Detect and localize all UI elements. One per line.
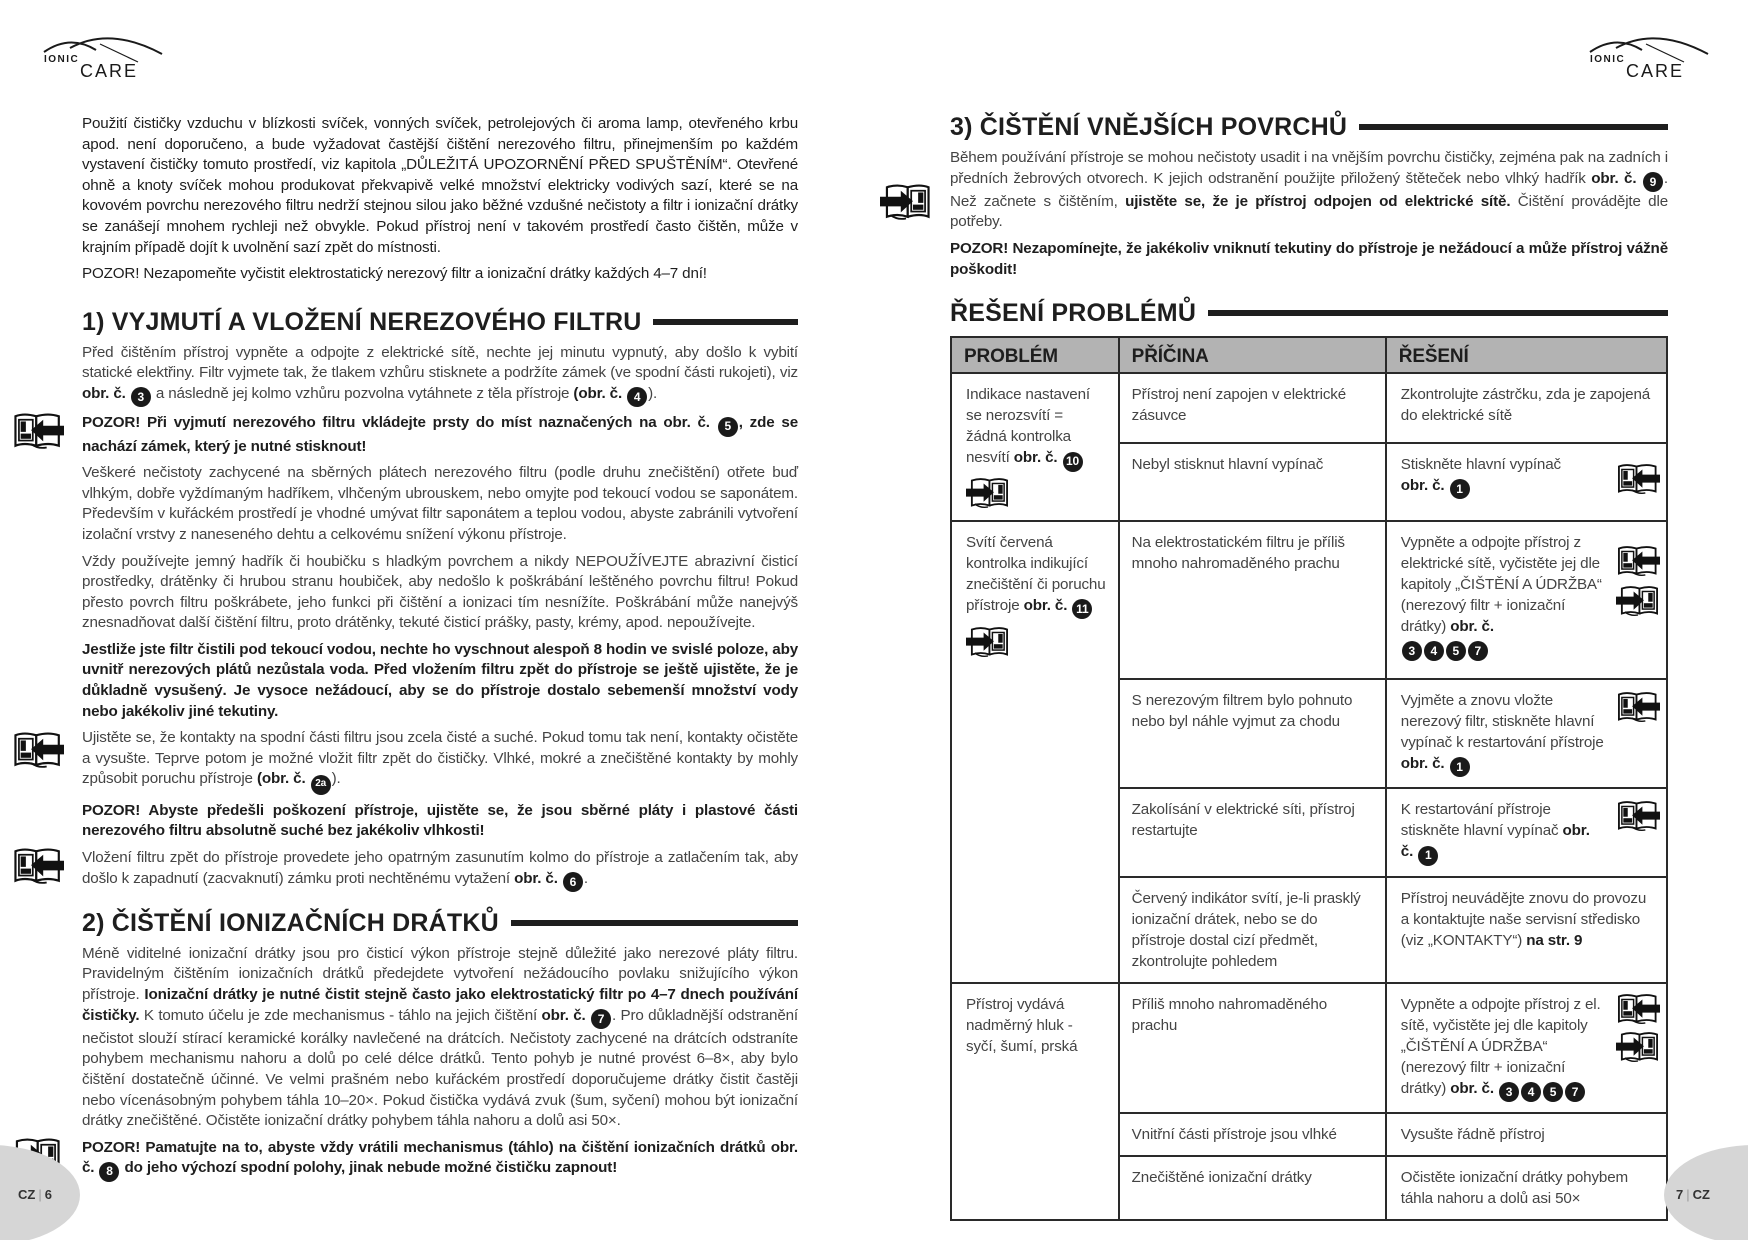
solution-cell: Vyjměte a znovu vložte nerezový filtr, stiskněte hlavní vypínač k restartování přístroje obr. č. 1 [1386,679,1667,789]
troubleshooting-title: ŘEŠENÍ PROBLÉMŮ [950,299,1197,328]
solution-cell: Očistěte ionizační drátky pohybem táhla nahoru a dolů asi 50× [1386,1156,1667,1220]
solution-cell: Zkontrolujte zástrčku, zda je zapojená do elektrické sítě [1386,373,1667,443]
cause-cell: Zakolísání v elektrické síti, přístroj restartujte [1119,788,1386,877]
cause-cell: Nebyl stisknut hlavní vypínač [1119,443,1386,521]
troubleshooting-heading [950,298,1668,328]
figure-ref-badge: 11 [1072,599,1092,619]
cause-cell: S nerezovým filtrem bylo pohnuto nebo byl náhle vyjmut za chodu [1119,679,1386,789]
problem-cell: Přístroj vydává nadměrný hluk - syčí, šumí, prská [951,983,1119,1221]
heading-rule [1359,124,1668,130]
book-arrow-in-icon [12,846,64,886]
book-arrow-in-icon [1616,799,1660,833]
section1-heading [82,307,798,337]
cause-cell: Příliš mnoho nahromaděného prachu [1119,983,1386,1114]
left-text-column [82,114,798,1188]
book-arrow-in-icon [12,411,64,451]
solution-cell: K restartování přístroje stiskněte hlavní vypínač obr. č. 1 [1386,788,1667,877]
troubleshooting-table [950,336,1668,1221]
intro-paragraph: Použití čističky vzduchu v blízkosti svíček, vonných svíček, petrolejových či aroma lamp, otevřeného krbu apod. není doporučeno, a bude vyžadovat častější čištění nerezového filtru, přinejmenším po každém vystavení čističky tomuto prostředí, viz kapitola „DŮLEŽITÁ UPOZORNĚNÍ PŘED SPUŠTĚNÍM“. Otevřené ohně a knoty svíček mohou produkovat překvapivě velké množství elektricky vodivých sazí, které se na kovovém povrchu nerezového filtru nedrží stejnou silou jako běžné vzdušné nečistoty a filtr i ionizační drátky se zanášejí mnohem rychleji než obvykle. Pokud přístroj není v takovém prostředí často čištěn, může v krajním případě dojít k uvolnění sazí zpět do místnosti. [82,115,798,256]
section1-paragraph-1: Před čištěním přístroj vypněte a odpojte z elektrické sítě, nechte jej minutu vypnutý, aby došlo k vybití statické elektřiny. Filtr vyjmete tak, že tlakem vzhůru stisknete a podržíte zámek (ve spodní části rukojeti), viz obr. č. 3 a následně jej kolmo vzhůru pozvolna vytáhnete z těla přístroje (obr. č. 4 ). [82,343,798,407]
heading-rule [653,319,798,325]
section1-paragraph-4: Vždy používejte jemný hadřík či houbičku s hladkým povrchem a nikdy NEPOUŽÍVEJTE abrazivní čisticí prostředky, drátěnky či hrubou stranu houbiček, aby nedošlo k poškrábání leštěného povrchu filtru! Pokud přesto povrch filtru poškrábete, jeho funkci při čištění a ionizaci tím nesnížíte. Poškrábání může nanejvýš znesnadňovat další čištění filtru, proto drátěnky, tekuté čisticí prášky, pasty, krémy, apod. nepoužívejte. [82,552,798,632]
table-row [951,983,1667,1114]
figure-ref-badge: 7 [1468,641,1488,661]
cause-cell: Znečištěné ionizační drátky [1119,1156,1386,1220]
figure-ref-badge: 7 [591,1009,611,1029]
solution-cell: Stiskněte hlavní vypínač obr. č. 1 [1386,443,1667,521]
section2-warning: POZOR! Pamatujte na to, abyste vždy vrátili mechanismus (táhlo) na čištění ionizačních drátků obr. č. 8 do jeho výchozí spodní polohy, jinak nebude možné čističku zapnout! [82,1138,798,1182]
figure-ref-badge: 6 [563,872,583,892]
cause-cell: Červený indikátor svítí, je-li prasklý ionizační drátek, nebo se do přístroje dostal cizí předmět, zkontrolujte pohledem [1119,877,1386,983]
book-arrow-in-icon [1616,690,1660,724]
figure-ref-badge: 4 [627,387,647,407]
book-arrow-in-icon [1616,462,1660,496]
section1-warning-1: POZOR! Při vyjmutí nerezového filtru vkládejte prsty do míst naznačených na obr. č. 5 , zde se nachází zámek, který je nutné stisknout! [82,414,799,455]
solution-cell: Přístroj neuvádějte znovu do provozu a kontaktujte naše servisní středisko (viz „KONTAKTY“) na str. 9 [1386,877,1667,983]
solution-cell: Vypněte a odpojte přístroj z el. sítě, vyčistěte jej dle kapitoly „ČIŠTĚNÍ A ÚDRŽBA“ (nerezový filtr + ionizační drátky) obr. č. 3 4 5 7 [1386,983,1667,1114]
figure-ref-badge: 9 [1643,172,1663,192]
heading-rule [511,920,798,926]
section2-heading [82,908,798,938]
book-arrow-out-icon [1616,584,1660,618]
book-arrow-in-icon [12,730,64,770]
column-header-cause: PŘÍČINA [1119,337,1386,373]
section1-paragraph-3: Veškeré nečistoty zachycené na sběrných plátech nerezového filtru (podle druhu znečištění) otřete buď vlhkým, dobře vyždímaným hadříkem, vlhčeným ubrouskem, nebo omyjte pod tekoucí vodou se saponátem. Především v kuřáckém prostředí je vhodné umývat filtr saponátem a teplou vodou, abyste zabránili vytvoření izolační vrstvy z naneseného dehtu a celkovému snížení výkonu přístroje. [82,464,798,543]
section3-title: 3) ČIŠTĚNÍ VNĚJŠÍCH POVRCHŮ [950,113,1348,141]
book-arrow-in-icon [1616,544,1660,578]
intro-warning: POZOR! Nezapomeňte vyčistit elektrostatický nerezový filtr a ionizační drátky každých 4–7 dní! [82,265,707,283]
right-text-column [950,112,1668,1221]
solution-cell: Vypněte a odpojte přístroj z elektrické sítě, vyčistěte jej dle kapitoly „ČIŠTĚNÍ A ÚDRŽBA“ (nerezový filtr + ionizační drátky) obr. č. 3 4 5 7 [1386,521,1667,679]
section1-paragraph-6: Ujistěte se, že kontakty na spodní části filtru jsou zcela čisté a suché. Pokud tomu tak není, kontakty očistěte a vysušte. Teprve potom je možné vložit filtr zpět do čističky. Vlhké, mokré a znečištěné kontakty by mohly způsobit poruchu přístroje (obr. č. 2a ). [82,728,798,794]
figure-ref-badge: 5 [1543,1082,1563,1102]
ionic-care-logo [1586,30,1726,80]
figure-ref-badge: 8 [99,1162,119,1182]
heading-rule [1208,310,1668,316]
figure-ref-badge: 1 [1418,846,1438,866]
figure-ref-badge: 1 [1450,757,1470,777]
cause-cell: Na elektrostatickém filtru je příliš mnoho nahromaděného prachu [1119,521,1386,679]
section3-paragraph-1: Během používání přístroje se mohou nečistoty usadit i na vnějším povrchu čističky, zejména pak na zadních i předních žebrových otvorech. K jejich odstranění použijte přiložený štěteček nebo vlhký hadřík obr. č. 9 . Než začnete s čištěním, ujistěte se, že je přístroj odpojen od elektrické sítě. Čištění provádějte dle potřeby. [950,149,1668,231]
figure-ref-badge: 4 [1521,1082,1541,1102]
figure-ref-badge: 3 [131,387,151,407]
book-arrow-out-icon [880,182,932,222]
figure-ref-badge: 3 [1499,1082,1519,1102]
section2-title: 2) ČIŠTĚNÍ IONIZAČNÍCH DRÁTKŮ [82,908,499,937]
page-number: CZ | 6 [18,1187,52,1202]
table-row [951,373,1667,443]
book-arrow-in-icon [1616,992,1660,1026]
problem-cell: Svítí červená kontrolka indikující znečištění či poruchu přístroje obr. č. 11 [951,521,1119,983]
figure-ref-badge: 2a [311,775,331,795]
figure-ref-badge: 7 [1565,1082,1585,1102]
page-number: 7 | CZ [1676,1187,1710,1202]
column-header-solution: ŘEŠENÍ [1386,337,1667,373]
right-page [874,0,1748,1240]
column-header-problem: PROBLÉM [951,337,1119,373]
section1-paragraph-5: Jestliže jste filtr čistili pod tekoucí vodou, nechte ho vyschnout alespoň 8 hodin ve svislé poloze, aby uvnitř nerezových plátů nezůstala voda. Před vložením filtru zpět do přístroje se ještě ujistěte, že je důkladně vysušený. Je vysoce nežádoucí, aby se do přístroje dostalo sebemenší množství vody nebo jakékoliv jiné tekutiny. [82,640,798,720]
figure-ref-badge: 5 [1446,641,1466,661]
ionic-care-logo [40,30,180,80]
section1-warning-2: POZOR! Abyste předešli poškození přístroje, ujistěte se, že jsou sběrné pláty i plastové části nerezového filtru absolutně suché bez jakékoliv vlhkosti! [82,801,798,840]
figure-ref-badge: 1 [1450,479,1470,499]
table-header-row [951,337,1667,373]
section1-title: 1) VYJMUTÍ A VLOŽENÍ NEREZOVÉHO FILTRU [82,307,642,336]
problem-cell: Indikace nastavení se nerozsvítí = žádná kontrolka nesvítí obr. č. 10 [951,373,1119,521]
section1-paragraph-8: Vložení filtru zpět do přístroje provedete jeho opatrným zasunutím kolmo do přístroje a zatlačením tak, aby došlo k zapadnutí (zacvaknutí) zámku proti nechtěnému vytažení obr. č. 6 . [82,848,798,892]
book-arrow-out-icon [966,625,1010,659]
cause-cell: Vnitřní části přístroje jsou vlhké [1119,1113,1386,1156]
table-row [951,521,1667,679]
cause-cell: Přístroj není zapojen v elektrické zásuvce [1119,373,1386,443]
book-arrow-out-icon [966,476,1010,510]
figure-ref-badge: 3 [1402,641,1422,661]
book-arrow-out-icon [1616,1030,1660,1064]
section3-warning: POZOR! Nezapomínejte, že jakékoliv vniknutí tekutiny do přístroje je nežádoucí a může přístroj vážně poškodit! [950,240,1668,278]
figure-ref-badge: 4 [1424,641,1444,661]
section3-heading [950,112,1668,142]
figure-ref-badge: 10 [1063,452,1083,472]
solution-cell: Vysušte řádně přístroj [1386,1113,1667,1156]
figure-ref-badge: 5 [718,417,738,437]
section2-paragraph-1: Méně viditelné ionizační drátky jsou pro čisticí výkon přístroje stejně důležité jako nerezové pláty filtru. Pravidelným čištěním ionizačních drátků předejdete vytvoření nežádoucího povlaku snižujícího výkon přístroje. Ionizační drátky je nutné čistit stejně často jako elektrostatický filtr po 4–7 dnech používání čističky. K tomuto účelu je zde mechanismus - táhlo na jejich čištění obr. č. 7 . Pro důkladnější odstranění nečistot slouží stírací keramické korálky navlečené na drátcích. Nečistoty zachycené na drátcích odstraníte pohybem mechanismu nahoru a dolů po celé délce drátků. Tento pohyb je nutné provést 6–8×, aby bylo čištění dostatečně účinné. Ve velmi prašném nebo kuřáckém prostředí doporučujeme drátky čistit častěji nebo vícenásobným pohybem táhla 10–20×. Pokud čistička vydává zvuk (šum, syčení) mohou být ionizační drátky znečištěné. Očistěte ionizační drátky pohybem táhla nahoru a dolů asi 50×. [82,944,798,1130]
